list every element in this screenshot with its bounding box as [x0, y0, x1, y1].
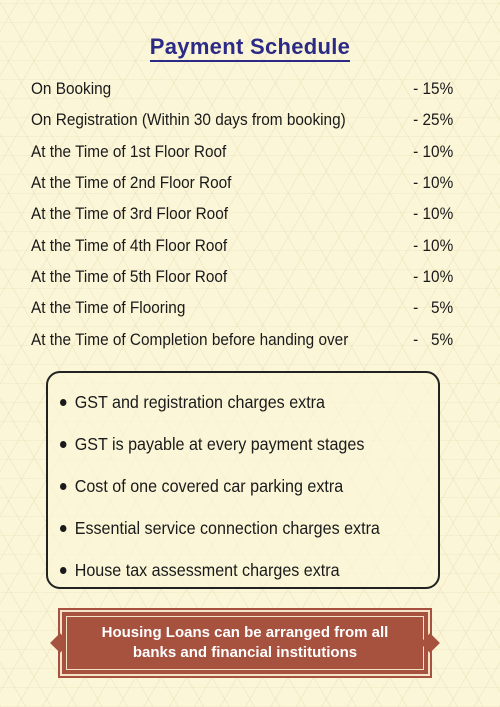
banner-line-2: banks and financial institutions [132, 644, 358, 661]
banner-line-1: Housing Loans can be arranged from all [101, 624, 389, 641]
list-item [60, 423, 446, 465]
page-title-text: Payment Schedule [150, 34, 350, 62]
schedule-row [31, 293, 453, 324]
schedule-percent: - 5% [413, 330, 454, 349]
schedule-stage: At the Time of 2nd Floor Roof [31, 174, 232, 193]
schedule-row [31, 262, 453, 293]
payment-schedule-list [31, 74, 453, 356]
bullet-icon [60, 399, 66, 406]
schedule-percent: - 15% [413, 80, 454, 99]
schedule-percent: - 10% [413, 174, 454, 193]
schedule-stage: At the Time of 4th Floor Roof [31, 236, 228, 255]
note-text: GST is payable at every payment stages [74, 433, 365, 454]
schedule-percent: - 10% [413, 205, 454, 224]
schedule-row [31, 230, 453, 261]
schedule-stage: On Registration (Within 30 days from booking) [31, 111, 346, 130]
list-item [60, 465, 446, 507]
schedule-percent: - 10% [413, 142, 454, 161]
notes-list [48, 373, 438, 591]
schedule-row [31, 105, 453, 136]
bullet-icon [60, 441, 66, 448]
schedule-stage: At the Time of Flooring [31, 299, 186, 318]
list-item [60, 549, 446, 591]
schedule-stage: On Booking [31, 80, 112, 99]
schedule-row [31, 324, 453, 355]
notes-box [46, 371, 440, 589]
schedule-stage: At the Time of 3rd Floor Roof [31, 205, 229, 224]
schedule-row [31, 74, 453, 105]
schedule-row [31, 168, 453, 199]
schedule-stage: At the Time of 5th Floor Roof [31, 267, 228, 286]
schedule-percent: - 10% [413, 267, 454, 286]
list-item [60, 381, 446, 423]
schedule-row [31, 137, 453, 168]
note-text: Cost of one covered car parking extra [74, 475, 344, 496]
schedule-percent: - 25% [413, 111, 454, 130]
bullet-icon [60, 525, 66, 532]
schedule-row [31, 199, 453, 230]
note-text: Essential service connection charges extra [74, 517, 380, 538]
note-text: GST and registration charges extra [74, 391, 326, 412]
note-text: House tax assessment charges extra [74, 559, 340, 580]
schedule-stage: At the Time of Completion before handing over [31, 330, 349, 349]
bullet-icon [60, 567, 66, 574]
schedule-percent: - 10% [413, 236, 454, 255]
housing-loan-banner [60, 610, 430, 676]
list-item [60, 507, 446, 549]
schedule-stage: At the Time of 1st Floor Roof [31, 142, 227, 161]
schedule-percent: - 5% [413, 299, 454, 318]
page-title [0, 34, 500, 60]
bullet-icon [60, 483, 66, 490]
banner-inner-frame [66, 616, 424, 670]
